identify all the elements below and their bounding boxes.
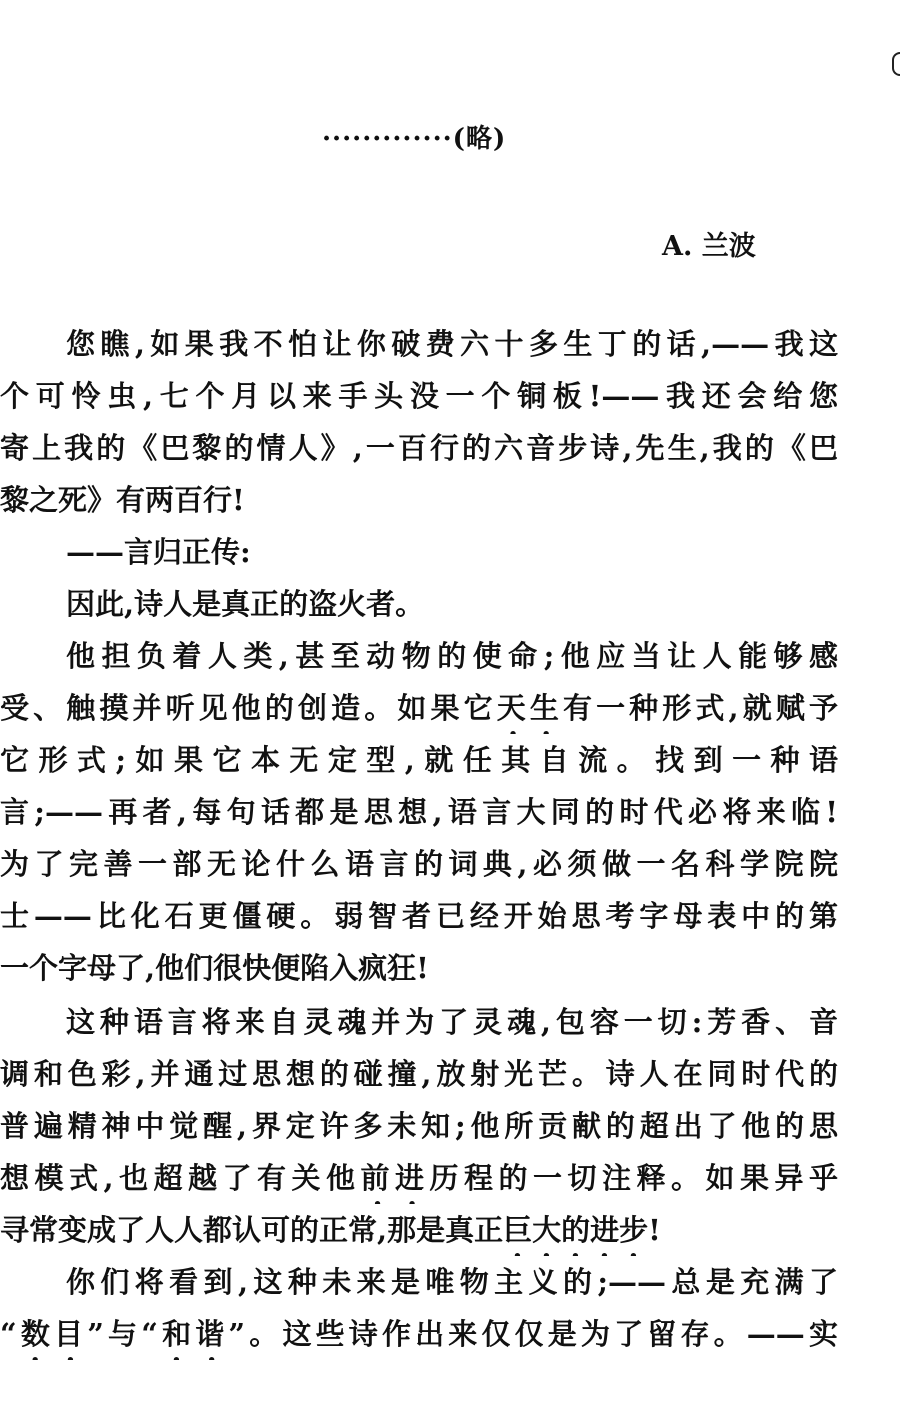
text-line: 寻常变成了人人都认可的正常,那是真正巨大的进步! — [0, 1213, 661, 1247]
text-line: 这种语言将来自灵魂并为了灵魂,包容一切:芳香、音 — [66, 1005, 838, 1039]
author-signature: A. 兰波 — [662, 231, 756, 262]
page-edge-mark — [892, 52, 900, 76]
omitted-marker: ·············(略) — [322, 124, 507, 154]
text-line: 个可怜虫,七个月以来手头没一个铜板!——我还会给您 — [0, 379, 838, 413]
text-line: 您瞧,如果我不怕让你破费六十多生丁的话,——我这 — [66, 327, 838, 361]
text-line: 为了完善一部无论什么语言的词典,必须做一名科学院院 — [0, 847, 838, 881]
text-line: 调和色彩,并通过思想的碰撞,放射光芒。诗人在同时代的 — [0, 1057, 838, 1091]
emphasized-text: 和谐 — [157, 1317, 229, 1351]
text-line: 它形式;如果它本无定型,就任其自流。找到一种语 — [0, 743, 838, 777]
text-line: 受、触摸并听见他的创造。如果它天生有一种形式,就赋予 — [0, 691, 838, 725]
text-line: 因此,诗人是真正的盗火者。 — [66, 587, 425, 621]
text-line: 寄上我的《巴黎的情人》,一百行的六音步诗,先生,我的《巴 — [0, 431, 838, 465]
text-line: 黎之死》有两百行! — [0, 483, 245, 517]
text-line: 想模式,也超越了有关他前进历程的一切注释。如果异乎 — [0, 1161, 838, 1195]
text-line: ——言归正传: — [66, 535, 251, 569]
emphasized-text: 巨大的进步 — [503, 1213, 649, 1247]
emphasized-text: 天生 — [496, 691, 563, 725]
text-line: 他担负着人类,甚至动物的使命;他应当让人能够感 — [66, 639, 838, 673]
text-line: “数目”与“和谐”。这些诗作出来仅仅是为了留存。——实 — [0, 1317, 838, 1351]
text-line: 普遍精神中觉醒,界定许多未知;他所贡献的超出了他的思 — [0, 1109, 838, 1143]
text-line: 士——比化石更僵硬。弱智者已经开始思考字母表中的第 — [0, 899, 838, 933]
text-line: 一个字母了,他们很快便陷入疯狂! — [0, 951, 429, 985]
text-line: 言;——再者,每句话都是思想,语言大同的时代必将来临! — [0, 795, 838, 829]
emphasized-text: 前进 — [360, 1161, 430, 1195]
text-line: 你们将看到,这种未来是唯物主义的;——总是充满了 — [66, 1265, 838, 1299]
emphasized-text: 数目 — [16, 1317, 88, 1351]
